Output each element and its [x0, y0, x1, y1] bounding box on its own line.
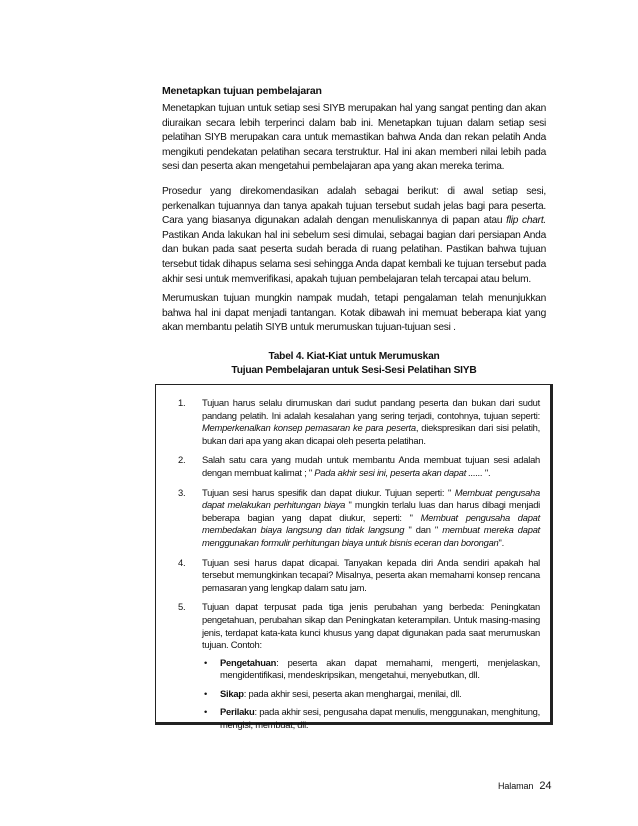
table-caption [162, 350, 546, 378]
tip-item-1 [178, 397, 540, 447]
tip-text: " dan " [404, 524, 443, 536]
sublist-text: : pada akhir sesi, pengusaha dapat menulis, menggunakan, menghitung, mengisi, membuat, dll. [220, 706, 540, 731]
tip-example: membuat mereka dapat menggunakan formulir perhitungan biaya untuk bisnis eceran dan borongan [202, 524, 541, 548]
tip-text: Tujuan dapat terpusat pada tiga jenis perubahan yang berbeda: Peningkatan pengetahuan, perubahan sikap dan Peningkatan keterampilan. Untuk masing-masing jenis, terdapat kata-kata kunci khusus yang dapat digunakan pada saat merumuskan tujuan. Contoh: [202, 601, 540, 651]
tip-text: , diekspresikan dari sisi pelatih, bukan dari apa yang akan dicapai oleh peserta pelatihan. [202, 422, 540, 446]
table-caption-line-1: Tabel 4. Kiat-Kiat untuk Merumuskan [268, 351, 440, 362]
italic-term: flip chart. [506, 215, 546, 227]
tip-number: 5. [178, 601, 186, 613]
section-heading: Menetapkan tujuan pembelajaran [162, 85, 322, 97]
tip-number: 3. [178, 486, 186, 498]
sublist-text: : peserta akan dapat memahami, mengerti, menjelaskan, mengidentifikasi, mendeskripsikan, mengetahui, menyebutkan, dll. [220, 656, 540, 681]
tip-item-2 [178, 454, 540, 479]
bullet-icon: • [204, 687, 208, 699]
paragraph-1: Menetapkan tujuan untuk setiap sesi SIYB merupakan hal yang sangat penting dan akan diuraikan secara lebih terperinci dalam bab ini. Menetapkan tujuan dalam setiap sesi pelatihan SIYB merupakan cara untuk memastikan bahwa Anda dan rekan pelatih Anda mengikuti pendekatan pelatihan secara terstruktur. Hal ini akan memberi nilai lebih pada sesi dan peserta akan mengetahui pembelajaran apa yang akan mereka terima. [162, 103, 546, 173]
tip-item-4 [178, 557, 540, 595]
bullet-icon: • [204, 706, 208, 718]
tip-5-sublist [202, 657, 540, 732]
tip-text: Salah satu cara yang mudah untuk membantu Anda membuat tujuan sesi adalah dengan membuat kalimat ; " [202, 454, 540, 478]
paragraph-3: Merumuskan tujuan mungkin nampak mudah, tetapi pengalaman telah menunjukkan bahwa hal ini dapat menjadi tantangan. Kotak dibawah ini memuat beberapa kiat yang akan membantu pelatih SIYB untuk merumuskan tujuan-tujuan sesi . [162, 293, 546, 334]
sublist-label: Sikap [220, 687, 244, 699]
tip-text: " mungkin terlalu luas dan harus dibagi menjadi beberapa bagian yang dapat diukur, seperti: " [202, 499, 540, 523]
tip-text: Tujuan sesi harus dapat dicapai. Tanyakan kepada diri Anda sendiri apakah hal tersebut memungkinkan tecapai? Misalnya, peserta akan memahami konsep rencana pemasaran yang lengkap dalam satu jam. [202, 556, 540, 593]
sublist-label: Perilaku [220, 706, 255, 718]
tip-example: Membuat pengusaha dapat melakukan perhitungan biaya [202, 486, 540, 511]
footer-label: Halaman [498, 781, 534, 791]
paragraph-2 [162, 185, 546, 287]
page-footer [498, 780, 551, 792]
tip-item-3 [178, 487, 540, 550]
paragraph-2-text: Prosedur yang direkomendasikan adalah sebagai berikut: di awal setiap sesi, perkenalkan tujuannya dan tanya apakah tujuan tersebut sudah jelas bagi para peserta. Cara yang biasanya digunakan adalah dengan menuliskannya di papan atau flip chart. Pastikan Anda lakukan hal ini sebelum sesi dimulai, sebagai bagian dari persiapan Anda dan bukan pada saat peserta sudah berada di ruang pelatihan. Pastikan bahwa tujuan tersebut tidak dihapus selama sesi sehingga Anda dapat kembali ke tujuan tersebut pada akhir sesi untuk memverifikasi, apakah tujuan pembelajaran telah tercapai atau belum. [162, 186, 546, 285]
tip-number: 1. [178, 397, 186, 408]
tip-example: Memperkenalkan konsep pemasaran ke para peserta [202, 422, 416, 434]
sublist-item-sikap [202, 688, 540, 701]
tip-item-5 [178, 601, 540, 731]
bullet-icon: • [204, 656, 208, 668]
tip-example: Membuat pengusaha dapat membedakan biaya langsung dan tidak langsung [202, 511, 540, 536]
sublist-item-pengetahuan [202, 657, 540, 682]
sublist-text: : pada akhir sesi, peserta akan menghargai, menilai, dll. [243, 687, 462, 699]
tips-box [155, 384, 553, 731]
tip-example: Pada akhir sesi ini, peserta akan dapat ...... [314, 466, 483, 478]
tip-text: Tujuan harus selalu dirumuskan dari sudut pandang peserta dan bukan dari sudut pandang pelatih. Ini adalah kesalahan yang sering terjadi, contohnya, tujuan seperti: [202, 397, 540, 421]
table-caption-line-2: Tujuan Pembelajaran untuk Sesi-Sesi Pelatihan SIYB [231, 365, 477, 376]
tip-text: ". [482, 466, 491, 478]
tip-number: 2. [178, 454, 186, 466]
tip-text: Tujuan sesi harus spesifik dan dapat diukur. Tujuan seperti: " [202, 486, 455, 498]
sublist-item-perilaku [202, 706, 540, 731]
sublist-label: Pengetahuan [220, 656, 277, 668]
tips-list [178, 397, 540, 739]
tip-number: 4. [178, 556, 186, 568]
page-number: 24 [539, 780, 552, 792]
tip-text: ". [498, 536, 504, 548]
